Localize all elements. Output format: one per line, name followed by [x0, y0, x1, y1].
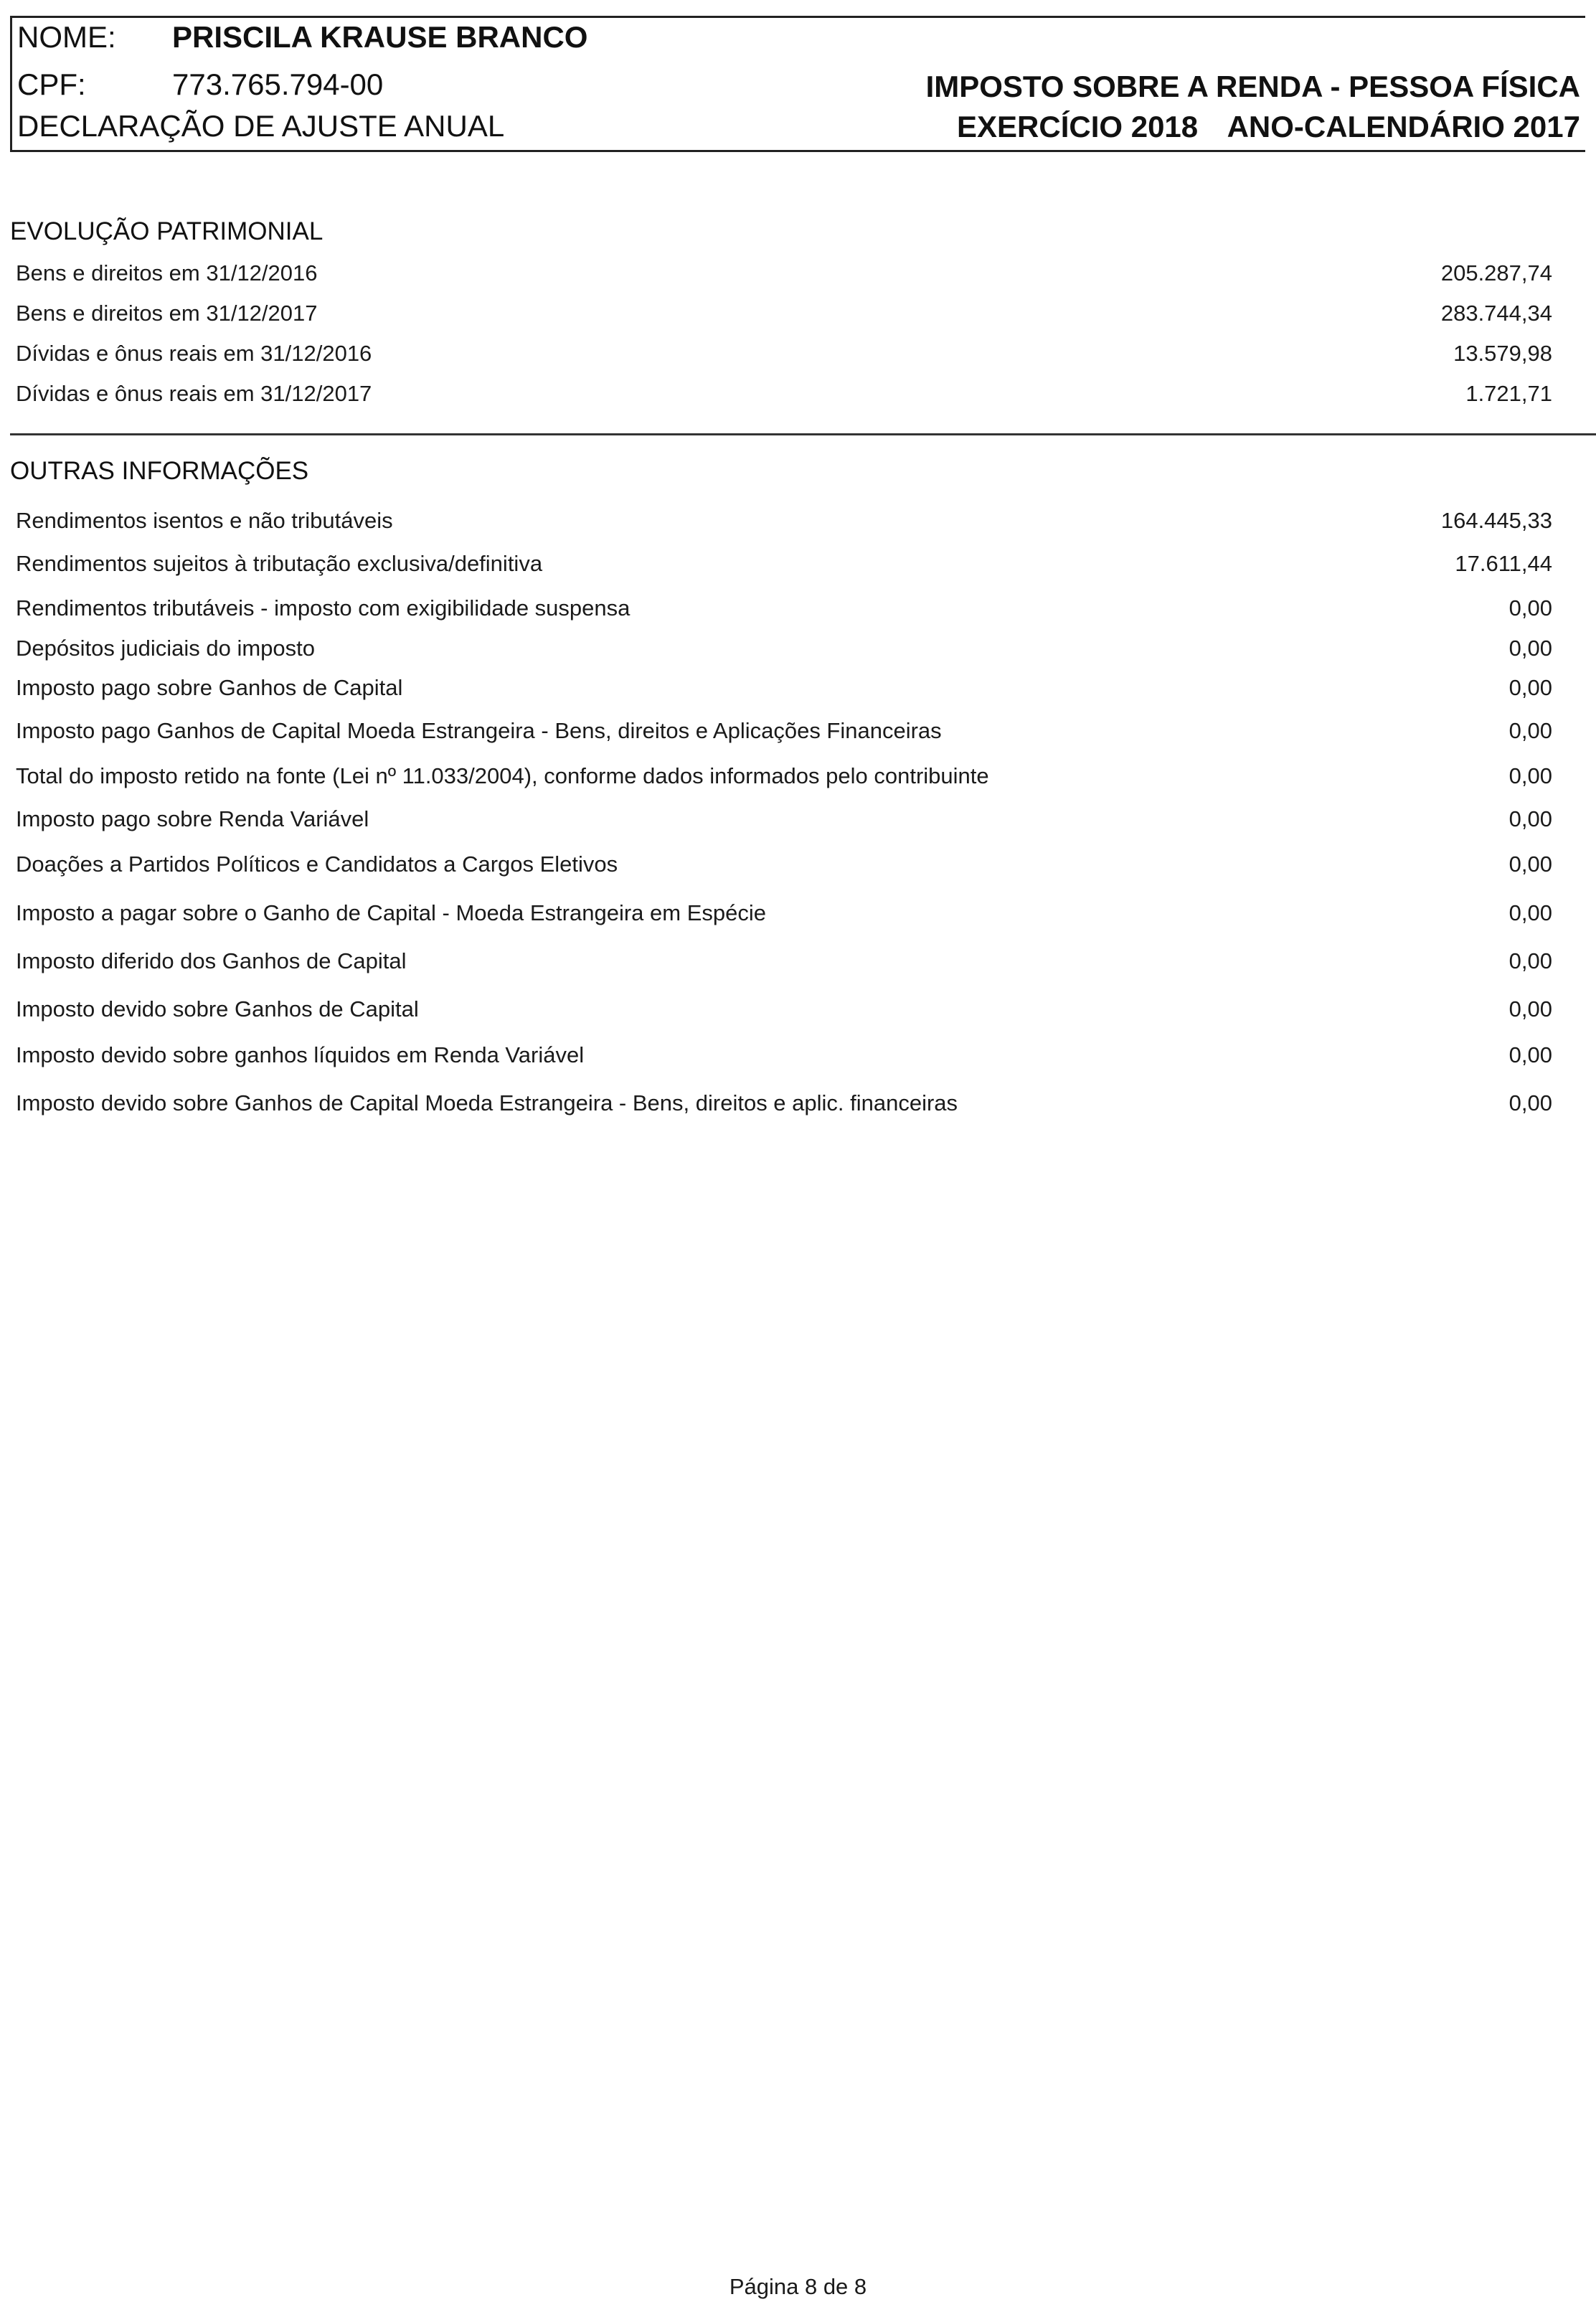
row-label: Imposto pago sobre Renda Variável — [16, 806, 369, 831]
row-label: Total do imposto retido na fonte (Lei nº 11.033/2004), conforme dados informados pelo contribuinte — [16, 763, 989, 788]
outras-row — [16, 805, 1552, 834]
row-value: 0,00 — [1508, 636, 1552, 661]
outras-row — [16, 762, 1552, 791]
outras-row — [16, 850, 1552, 879]
row-label: Dívidas e ônus reais em 31/12/2017 — [16, 381, 372, 406]
outras-row — [16, 995, 1552, 1024]
evolucao-row — [16, 339, 1552, 368]
outras-row — [16, 594, 1552, 623]
row-label: Imposto devido sobre ganhos líquidos em Renda Variável — [16, 1042, 585, 1067]
row-label: Rendimentos sujeitos à tributação exclusiva/definitiva — [16, 551, 543, 576]
row-value: 164.445,33 — [1440, 508, 1552, 533]
outras-row — [16, 947, 1552, 976]
row-label: Bens e direitos em 31/12/2016 — [16, 260, 318, 286]
row-value: 1.721,71 — [1465, 381, 1552, 406]
row-label: Imposto pago sobre Ganhos de Capital — [16, 675, 403, 700]
row-value: 0,00 — [1508, 996, 1552, 1022]
ano-calendario: ANO-CALENDÁRIO 2017 — [1227, 110, 1580, 143]
row-label: Imposto a pagar sobre o Ganho de Capital - Moeda Estrangeira em Espécie — [16, 900, 766, 925]
outras-row — [16, 1089, 1552, 1118]
row-value: 283.744,34 — [1440, 301, 1552, 326]
row-value: 0,00 — [1508, 595, 1552, 621]
outras-row — [16, 549, 1552, 578]
row-value: 0,00 — [1508, 900, 1552, 925]
imposto-title: IMPOSTO SOBRE A RENDA - PESSOA FÍSICA — [925, 70, 1580, 103]
outras-row — [16, 899, 1552, 928]
row-value: 0,00 — [1508, 763, 1552, 788]
row-value: 0,00 — [1508, 675, 1552, 700]
nome-label: NOME: — [17, 20, 116, 54]
row-value: 17.611,44 — [1455, 551, 1552, 576]
row-label: Bens e direitos em 31/12/2017 — [16, 301, 318, 326]
evolucao-title: EVOLUÇÃO PATRIMONIAL — [10, 217, 324, 245]
row-label: Imposto pago Ganhos de Capital Moeda Estrangeira - Bens, direitos e Aplicações Financeiras — [16, 718, 942, 743]
row-value: 13.579,98 — [1453, 341, 1552, 366]
row-value: 0,00 — [1508, 851, 1552, 877]
row-value: 0,00 — [1508, 806, 1552, 831]
evolucao-row — [16, 259, 1552, 288]
outras-row — [16, 674, 1552, 702]
row-label: Depósitos judiciais do imposto — [16, 636, 315, 661]
row-label: Rendimentos tributáveis - imposto com exigibilidade suspensa — [16, 595, 631, 621]
evolucao-row — [16, 379, 1552, 408]
page-number: Página 8 de 8 — [729, 2274, 867, 2299]
row-value: 0,00 — [1508, 1042, 1552, 1067]
cpf-label: CPF: — [17, 67, 86, 101]
row-value: 0,00 — [1508, 948, 1552, 973]
nome-value: PRISCILA KRAUSE BRANCO — [172, 20, 588, 54]
exercicio: EXERCÍCIO 2018 — [957, 110, 1199, 143]
cpf-value: 773.765.794-00 — [172, 67, 384, 101]
evolucao-row — [16, 299, 1552, 328]
row-label: Imposto devido sobre Ganhos de Capital Moeda Estrangeira - Bens, direitos e aplic. financeiras — [16, 1090, 958, 1115]
row-label: Imposto diferido dos Ganhos de Capital — [16, 948, 407, 973]
outras-row — [16, 506, 1552, 535]
outras-row — [16, 634, 1552, 663]
outras-row — [16, 1041, 1552, 1070]
row-label: Dívidas e ônus reais em 31/12/2016 — [16, 341, 372, 366]
section-divider — [10, 433, 1596, 435]
outras-title: OUTRAS INFORMAÇÕES — [10, 457, 309, 485]
declaracao-title: DECLARAÇÃO DE AJUSTE ANUAL — [17, 109, 505, 143]
row-label: Rendimentos isentos e não tributáveis — [16, 508, 393, 533]
row-value: 205.287,74 — [1440, 260, 1552, 286]
row-label: Doações a Partidos Políticos e Candidatos a Cargos Eletivos — [16, 851, 618, 877]
row-value: 0,00 — [1508, 1090, 1552, 1115]
row-value: 0,00 — [1508, 718, 1552, 743]
outras-row — [16, 717, 1552, 745]
row-label: Imposto devido sobre Ganhos de Capital — [16, 996, 419, 1022]
